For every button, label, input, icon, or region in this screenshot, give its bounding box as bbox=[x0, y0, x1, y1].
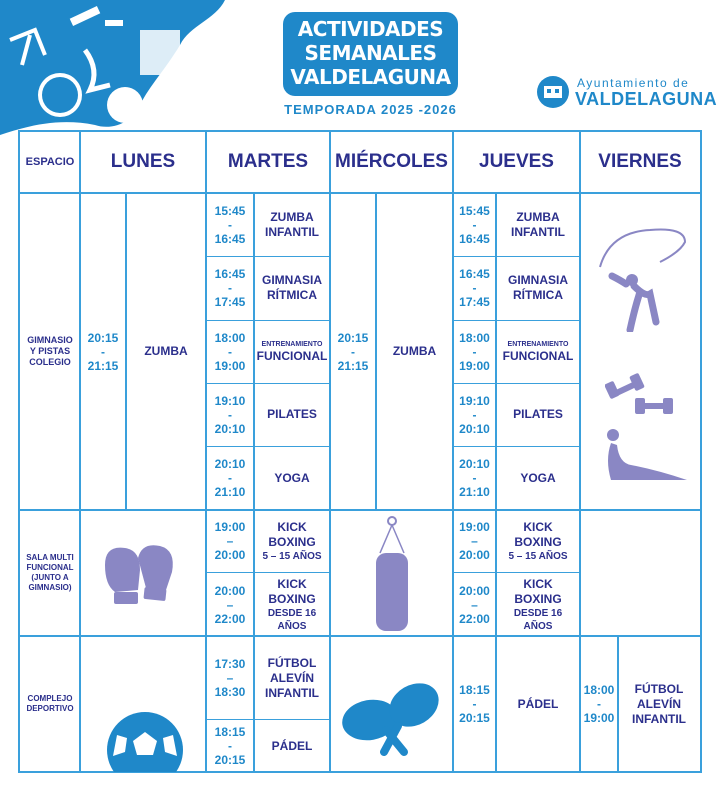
activity-line: INFANTIL bbox=[265, 685, 319, 700]
space-sala bbox=[20, 510, 80, 636]
sala-thursday-time bbox=[453, 510, 496, 572]
space-gym-line: GIMNASIO bbox=[27, 335, 73, 345]
complejo-tuesday-time-2 bbox=[206, 720, 254, 772]
time-part: - bbox=[228, 407, 232, 422]
space-gym-line: Y PISTAS bbox=[29, 346, 71, 356]
gym-monday-time bbox=[80, 193, 126, 510]
activity-line: FÚTBOL bbox=[634, 681, 684, 696]
space-sala-line: SALA MULTI bbox=[26, 553, 74, 562]
sala-thursday-activity bbox=[496, 510, 580, 572]
activity-line: FUNCIONAL bbox=[256, 348, 328, 363]
activity-line: RÍTMICA bbox=[513, 288, 563, 302]
rhythmic-gymnast-icon bbox=[590, 222, 690, 332]
time-part: 20:00 bbox=[459, 583, 490, 598]
gym-tuesday-time bbox=[206, 320, 254, 383]
activity-line: KICK bbox=[277, 519, 307, 534]
time-part: 17:45 bbox=[214, 295, 246, 309]
time-part: - bbox=[228, 344, 232, 359]
time-part: 20:10 bbox=[459, 457, 490, 471]
gym-tuesday-activity bbox=[254, 256, 330, 320]
yoga-pose-icon bbox=[597, 425, 692, 485]
time-part: 18:00 bbox=[459, 330, 490, 345]
activity-detail: 5 – 15 AÑOS bbox=[508, 550, 568, 562]
logo-bottom-text: VALDELAGUNA bbox=[575, 89, 718, 109]
activity-line: ZUMBA bbox=[516, 209, 560, 224]
time-part: – bbox=[471, 597, 478, 612]
gym-tuesday-time bbox=[206, 193, 254, 256]
complejo-thursday-activity: PÁDEL bbox=[517, 696, 559, 711]
header-wednesday: MIÉRCOLES bbox=[335, 151, 448, 172]
activity-line: PILATES bbox=[267, 407, 317, 421]
activity-detail: DESDE 16 bbox=[513, 607, 563, 619]
time-part: 18:00 bbox=[214, 330, 246, 345]
space-gym-line: COLEGIO bbox=[29, 357, 71, 367]
time-part: - bbox=[228, 281, 232, 295]
activity-line: BOXING bbox=[268, 534, 316, 549]
gym-thursday-time bbox=[453, 320, 496, 383]
time-part: 15:45 bbox=[459, 203, 490, 218]
activity-line: INFANTIL bbox=[632, 711, 686, 726]
time-part: 22:00 bbox=[214, 611, 246, 626]
gym-tuesday-activity bbox=[254, 320, 330, 383]
time-start: 18:15 bbox=[214, 725, 246, 739]
time-part: 19:10 bbox=[214, 393, 246, 408]
title-badge bbox=[283, 12, 458, 96]
space-gym bbox=[20, 193, 80, 510]
activity-line: GIMNASIA bbox=[508, 273, 568, 287]
activity-line: FÚTBOL bbox=[267, 655, 317, 670]
time-sep: - bbox=[228, 739, 232, 753]
activity-line: ZUMBA bbox=[270, 209, 314, 224]
sala-thursday-time bbox=[453, 573, 496, 636]
activity-line: BOXING bbox=[268, 591, 316, 606]
season-label: TEMPORADA 2025 -2026 bbox=[284, 102, 457, 117]
time-sep: - bbox=[351, 344, 355, 359]
gym-thursday-activity bbox=[496, 320, 580, 383]
time-sep: - bbox=[472, 697, 477, 711]
time-part: - bbox=[472, 407, 477, 422]
time-part: - bbox=[228, 217, 232, 232]
gym-tuesday-time bbox=[206, 383, 254, 446]
header-thursday: JUEVES bbox=[479, 151, 554, 172]
header-tuesday: MARTES bbox=[227, 151, 309, 172]
time-end: 20:15 bbox=[459, 711, 490, 725]
logo-top-text: Ayuntamiento de bbox=[577, 76, 690, 90]
sala-tuesday-time bbox=[206, 573, 254, 636]
sala-tuesday-activity bbox=[254, 510, 330, 572]
title-line-1: ACTIVIDADES bbox=[297, 17, 444, 41]
gym-tuesday-time bbox=[206, 256, 254, 320]
complejo-tuesday-time-1 bbox=[206, 636, 254, 720]
time-part: 15:45 bbox=[214, 203, 246, 218]
time-end: 19:00 bbox=[583, 711, 615, 725]
time-part: 17:45 bbox=[459, 295, 490, 309]
time-start: 18:00 bbox=[583, 683, 615, 697]
time-part: 19:00 bbox=[214, 520, 246, 534]
activity-line: BOXING bbox=[514, 534, 562, 549]
gym-tuesday-activity bbox=[254, 446, 330, 510]
activity-prefix: ENTRENAMIENTO bbox=[261, 340, 323, 348]
time-sep: - bbox=[101, 344, 105, 359]
time-part: 20:00 bbox=[214, 548, 246, 562]
sports-collage-illustration bbox=[0, 0, 225, 135]
activity-line: ALEVÍN bbox=[269, 670, 314, 685]
space-complejo-line: COMPLEJO bbox=[27, 694, 73, 703]
time-part: 19:00 bbox=[459, 520, 490, 534]
time-part: 21:10 bbox=[459, 485, 490, 499]
time-part: 21:10 bbox=[214, 485, 246, 499]
activity-line: FUNCIONAL bbox=[502, 348, 574, 363]
gym-monday-activity: ZUMBA bbox=[144, 344, 188, 358]
complejo-tuesday-activity-1 bbox=[254, 636, 330, 720]
time-part: 20:10 bbox=[459, 421, 490, 436]
header-space: ESPACIO bbox=[25, 156, 75, 168]
time-part: 19:00 bbox=[214, 358, 246, 373]
space-complejo-line: DEPORTIVO bbox=[26, 704, 74, 713]
town-crest-icon bbox=[535, 74, 571, 110]
title-line-2: SEMANALES bbox=[304, 41, 437, 65]
time-part: – bbox=[226, 534, 234, 548]
punching-bag-icon bbox=[370, 515, 415, 633]
gym-tuesday-activity bbox=[254, 193, 330, 256]
grid-line bbox=[700, 130, 702, 773]
time-start: 20:15 bbox=[87, 330, 119, 345]
activity-prefix: ENTRENAMIENTO bbox=[507, 340, 569, 348]
time-part: - bbox=[472, 344, 477, 359]
complejo-tuesday-activity-2: PÁDEL bbox=[271, 738, 313, 753]
gym-wednesday-activity: ZUMBA bbox=[392, 344, 437, 358]
gym-thursday-time bbox=[453, 383, 496, 446]
gym-thursday-activity bbox=[496, 193, 580, 256]
sala-tuesday-activity bbox=[254, 573, 330, 636]
time-part: 19:10 bbox=[459, 393, 490, 408]
time-end: 20:15 bbox=[214, 753, 246, 767]
activity-line: KICK bbox=[277, 576, 307, 591]
time-part: 20:10 bbox=[214, 457, 246, 471]
time-part: 20:00 bbox=[214, 583, 246, 598]
activity-line: KICK bbox=[523, 519, 553, 534]
activity-line: YOGA bbox=[520, 470, 556, 485]
time-part: - bbox=[472, 471, 477, 485]
space-sala-line: GIMNASIO) bbox=[28, 583, 72, 592]
gym-thursday-time bbox=[453, 193, 496, 256]
activity-line: RÍTMICA bbox=[267, 288, 317, 302]
complejo-friday-time bbox=[580, 636, 618, 772]
header-friday: VIERNES bbox=[598, 151, 682, 172]
activity-line: KICK bbox=[523, 576, 553, 591]
time-part: 16:45 bbox=[459, 231, 490, 246]
space-sala-line: (JUNTO A bbox=[31, 573, 69, 582]
time-start: 18:15 bbox=[459, 683, 490, 697]
activity-line: GIMNASIA bbox=[262, 273, 322, 287]
boxing-gloves-icon bbox=[100, 540, 180, 610]
time-part: 20:00 bbox=[459, 548, 490, 562]
header-monday: LUNES bbox=[110, 151, 176, 172]
soccer-ball-icon bbox=[105, 710, 185, 772]
activity-detail: AÑOS bbox=[523, 620, 553, 632]
gym-tuesday-time bbox=[206, 446, 254, 510]
time-part: - bbox=[228, 471, 232, 485]
dumbbells-icon bbox=[605, 372, 677, 417]
activity-line: ALEVÍN bbox=[636, 696, 681, 711]
sala-thursday-activity bbox=[496, 573, 580, 636]
activity-line: INFANTIL bbox=[265, 224, 319, 239]
gym-wednesday-time bbox=[330, 193, 376, 510]
time-part: - bbox=[472, 217, 477, 232]
activity-detail: AÑOS bbox=[277, 620, 307, 632]
time-sep: – bbox=[226, 671, 234, 685]
gym-thursday-activity bbox=[496, 256, 580, 320]
gym-thursday-activity bbox=[496, 446, 580, 510]
activity-line: BOXING bbox=[514, 591, 562, 606]
time-part: – bbox=[226, 597, 234, 612]
gym-thursday-time bbox=[453, 256, 496, 320]
gym-tuesday-activity bbox=[254, 383, 330, 446]
time-start: 17:30 bbox=[214, 657, 246, 671]
activity-line: INFANTIL bbox=[511, 224, 565, 239]
time-end: 18:30 bbox=[214, 685, 246, 699]
time-part: 16:45 bbox=[214, 231, 246, 246]
padel-rackets-icon bbox=[340, 680, 444, 760]
ayuntamiento-logo bbox=[535, 72, 718, 112]
time-part: 16:45 bbox=[214, 267, 246, 281]
complejo-thursday-time bbox=[453, 636, 496, 772]
complejo-friday-activity bbox=[618, 636, 700, 772]
space-sala-line: FUNCIONAL bbox=[26, 563, 74, 572]
time-part: 20:10 bbox=[214, 421, 246, 436]
activity-line: YOGA bbox=[274, 470, 310, 485]
sala-tuesday-time bbox=[206, 510, 254, 572]
space-complejo bbox=[20, 636, 80, 772]
time-end: 21:15 bbox=[337, 358, 369, 373]
activity-line: PILATES bbox=[513, 407, 563, 421]
time-part: - bbox=[472, 281, 477, 295]
activity-detail: 5 – 15 AÑOS bbox=[262, 550, 322, 562]
title-line-3: VALDELAGUNA bbox=[290, 65, 451, 89]
time-sep: - bbox=[597, 697, 601, 711]
activity-detail: DESDE 16 bbox=[267, 607, 317, 619]
time-part: – bbox=[471, 534, 478, 548]
gym-thursday-activity bbox=[496, 383, 580, 446]
time-part: 16:45 bbox=[459, 267, 490, 281]
time-part: 19:00 bbox=[459, 358, 490, 373]
time-end: 21:15 bbox=[87, 358, 119, 373]
time-start: 20:15 bbox=[337, 330, 369, 345]
gym-thursday-time bbox=[453, 446, 496, 510]
time-part: 22:00 bbox=[459, 611, 490, 626]
